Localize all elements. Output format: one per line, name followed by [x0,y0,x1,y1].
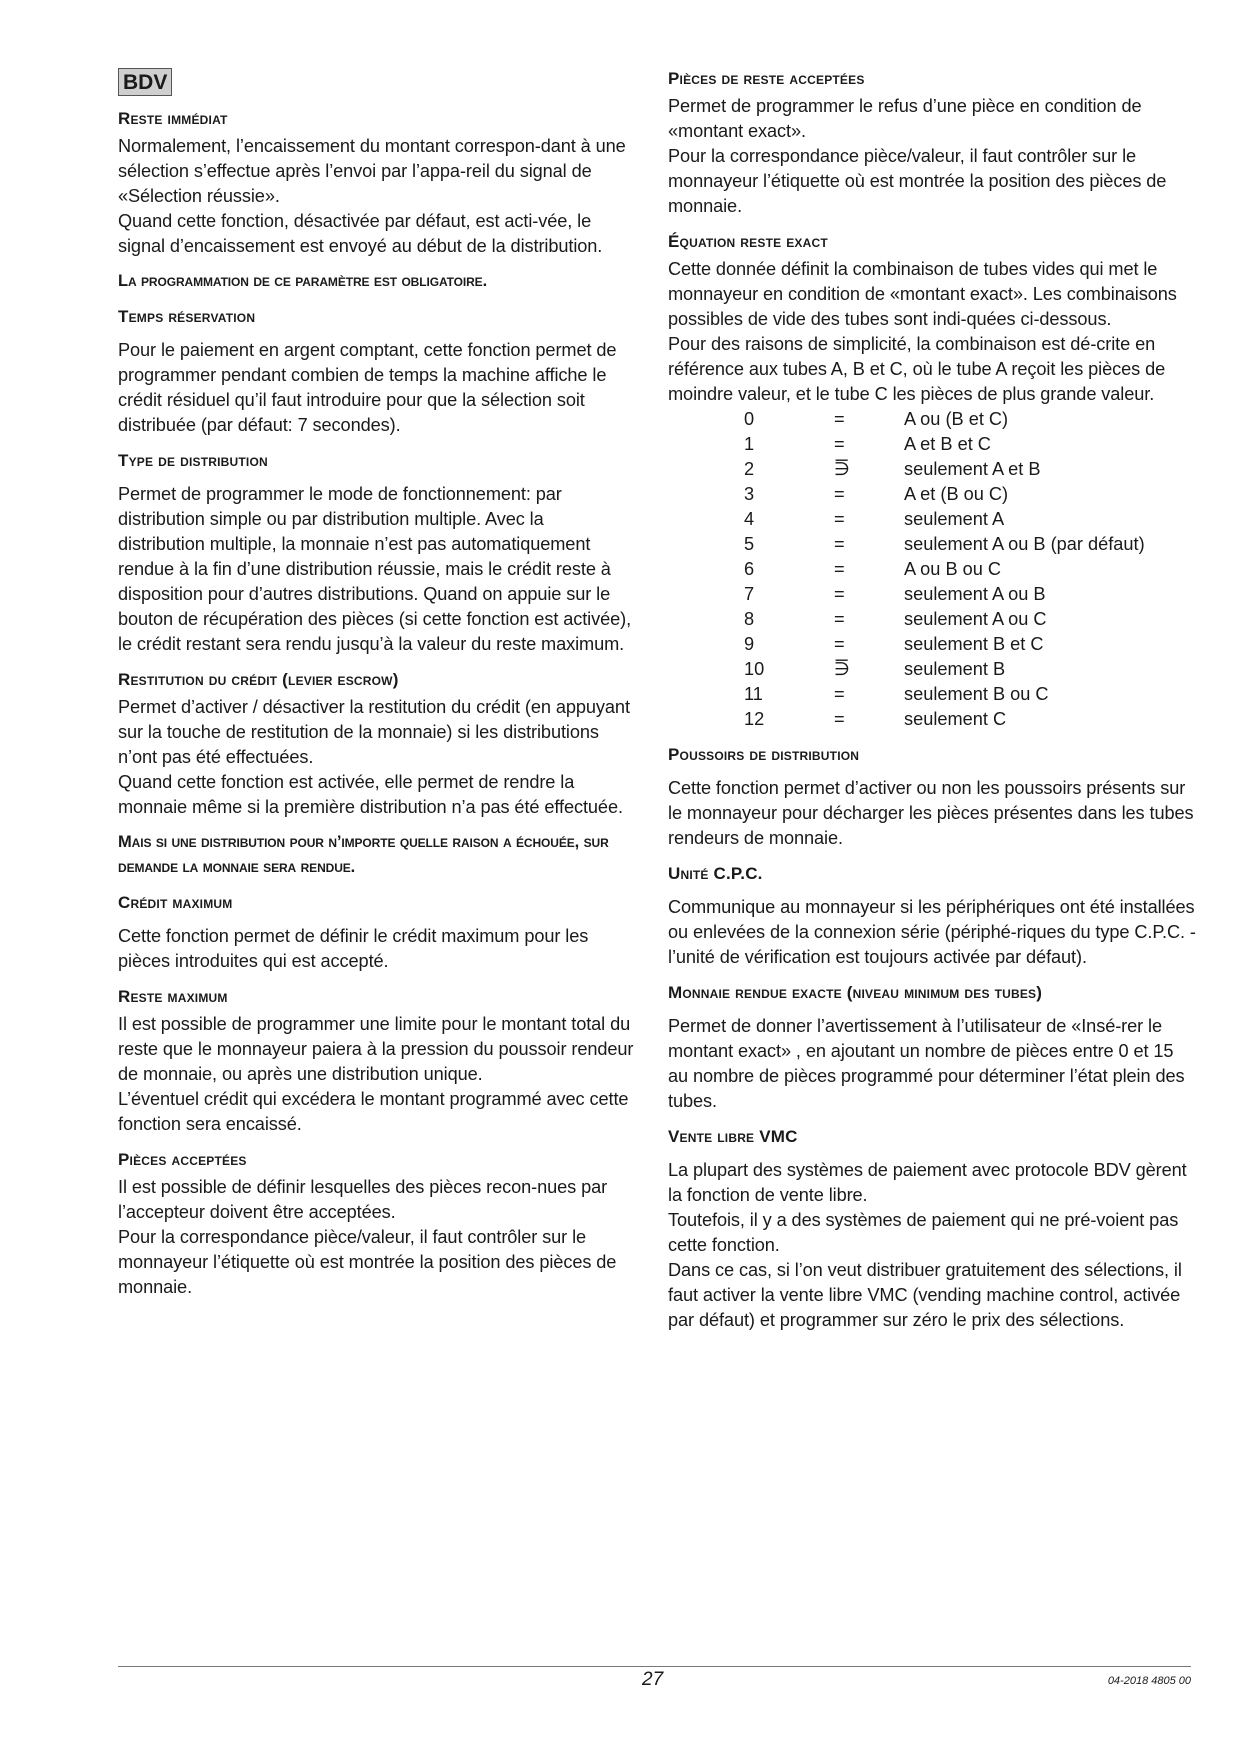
heading-equation: Équation reste exact [668,232,828,251]
vente-libre-text-2: Toutefois, il y a des systèmes de paiement qui ne pré-voient pas cette fonction. [668,1210,1179,1255]
table-row: 10 ⋽ seulement B [744,659,1006,679]
pieces-reste-text-2: Pour la correspondance pièce/valeur, il faut contrôler sur le monnayeur l’étiquette où est montrée la position des pièces de monnaie. [668,146,1167,216]
heading-unite-cpc: Unité C.P.C. [668,864,763,883]
credit-maximum-text: Cette fonction permet de définir le crédit maximum pour les pièces introduites qui est accepté. [118,926,589,971]
table-row: 1 = A et B et C [744,434,991,454]
reste-maximum-text-2: L’éventuel crédit qui excédera le montant programmé avec cette fonction sera encaissé. [118,1089,629,1134]
table-row: 4 = seulement A [744,509,1005,529]
table-row: 2 ⋽ seulement A et B [744,459,1041,479]
type-distribution-text: Permet de programmer le mode de fonctionnement: par distribution simple ou par distribution multiple. Avec la distribution multiple, la monnaie n’est pas automatiquement rendue à la fin d’une distribution réussie, mais le crédit reste à disposition pour d’autres distributions. Quand on appuie sur le bouton de récupération des pièces (si cette fonction est activée), le crédit restant sera rendu jusqu’à la valeur du reste maximum. [118,484,632,654]
equation-text-2: Pour des raisons de simplicité, la combinaison est dé-crite en référence aux tubes A, B et C, où le tube A reçoit les pièces de moindre valeur, et le tube C les pièces de plus grande valeur. [668,334,1166,404]
table-row: 11 = seulement B ou C [744,684,1049,704]
table-row: 7 = seulement A ou B [744,584,1046,604]
pieces-acceptees-text-1: Il est possible de définir lesquelles des pièces recon-nues par l’accepteur doivent être acceptées. [118,1177,608,1222]
pieces-reste-text-1: Permet de programmer le refus d’une pièce en condition de «montant exact». [668,96,1142,141]
temps-reservation-text: Pour le paiement en argent comptant, cette fonction permet de programmer pendant combien de temps la machine affiche le crédit résiduel qu’il faut introduire pour que la sélection soit distribuée (par défaut: 7 secondes). [118,340,617,435]
restitution-credit-text-2: Quand cette fonction est activée, elle permet de rendre la monnaie même si la première distribution n’a pas été effectuée. [118,772,623,817]
heading-type-distribution: Type de distribution [118,451,268,470]
table-row: 12 = seulement C [744,709,1007,729]
heading-temps-reservation: Temps réservation [118,307,256,326]
heading-monnaie-exacte: Monnaie rendue exacte (niveau minimum des tubes) [668,983,1043,1002]
reste-immediat-note: La programmation de ce paramètre est obligatoire. [118,272,488,290]
vente-libre-text-1: La plupart des systèmes de paiement avec protocole BDV gèrent la fonction de vente libre. [668,1160,1187,1205]
heading-poussoirs: Poussoirs de distribution [668,745,860,764]
section-badge: BDV [118,68,172,96]
right-column [668,64,1196,1333]
vente-libre-text-3: Dans ce cas, si l’on veut distribuer gratuitement des sélections, il faut activer la vente libre VMC (vending machine control, activée par défaut) et programmer sur zéro le prix des sélections. [668,1260,1182,1330]
equation-table [668,407,1145,732]
restitution-credit-note: Mais si une distribution pour n’importe quelle raison a échouée, sur demande la monnaie sera rendue. [118,833,609,876]
poussoirs-text: Cette fonction permet d’activer ou non les poussoirs présents sur le monnayeur pour décharger les pièces présentes dans les tubes rendeurs de monnaie. [668,778,1194,848]
table-row: 5 = seulement A ou B (par défaut) [744,534,1145,554]
heading-reste-immediat: Reste immédiat [118,109,228,128]
document-code: 04-2018 4805 00 [1107,1675,1191,1687]
equation-text-1: Cette donnée définit la combinaison de tubes vides qui met le monnayeur en condition de «montant exact». Les combinaisons possibles de vide des tubes sont indi-quées ci-dessous. [668,259,1177,329]
reste-immediat-text-1: Normalement, l’encaissement du montant correspon-dant à une sélection s’effectue après l’envoi par l’appa-reil du signal de «Sélection réussie». [118,136,626,206]
table-row: 6 = A ou B ou C [744,559,1002,579]
heading-pieces-reste: Pièces de reste acceptées [668,69,865,88]
table-row: 3 = A et (B ou C) [744,484,1009,504]
heading-credit-maximum: Crédit maximum [118,893,233,912]
reste-maximum-text-1: Il est possible de programmer une limite pour le montant total du reste que le monnayeur paiera à la pression du poussoir rendeur de monnaie, ou après une distribution unique. [118,1014,634,1084]
page-number: 27 [642,1669,664,1690]
footer-divider [118,1666,1191,1667]
pieces-acceptees-text-2: Pour la correspondance pièce/valeur, il faut contrôler sur le monnayeur l’étiquette où est montrée la position des pièces de monnaie. [118,1227,617,1297]
heading-pieces-acceptees: Pièces acceptées [118,1150,247,1169]
table-row: 9 = seulement B et C [744,634,1044,654]
heading-restitution-credit: Restitution du crédit (levier escrow) [118,670,399,689]
unite-cpc-text: Communique au monnayeur si les périphériques ont été installées ou enlevées de la connexion série (périphé-riques du type C.P.C. - l’unité de vérification est toujours activée par défaut). [668,897,1196,967]
monnaie-exacte-text: Permet de donner l’avertissement à l’utilisateur de «Insé-rer le montant exact» , en ajoutant un nombre de pièces entre 0 et 15 au nombre de pièces programmé pour déterminer l’état plein des tubes. [668,1016,1185,1111]
table-row: 0 = A ou (B et C) [744,409,1009,429]
reste-immediat-text-2: Quand cette fonction, désactivée par défaut, est acti-vée, le signal d’encaissement est envoyé au début de la distribution. [118,211,603,256]
heading-vente-libre: Vente libre VMC [668,1127,798,1146]
table-row: 8 = seulement A ou C [744,609,1047,629]
restitution-credit-text-1: Permet d’activer / désactiver la restitution du crédit (en appuyant sur la touche de restitution de la monnaie) si les distributions n’ont pas été effectuées. [118,697,630,767]
left-column [118,64,634,1300]
heading-reste-maximum: Reste maximum [118,987,228,1006]
